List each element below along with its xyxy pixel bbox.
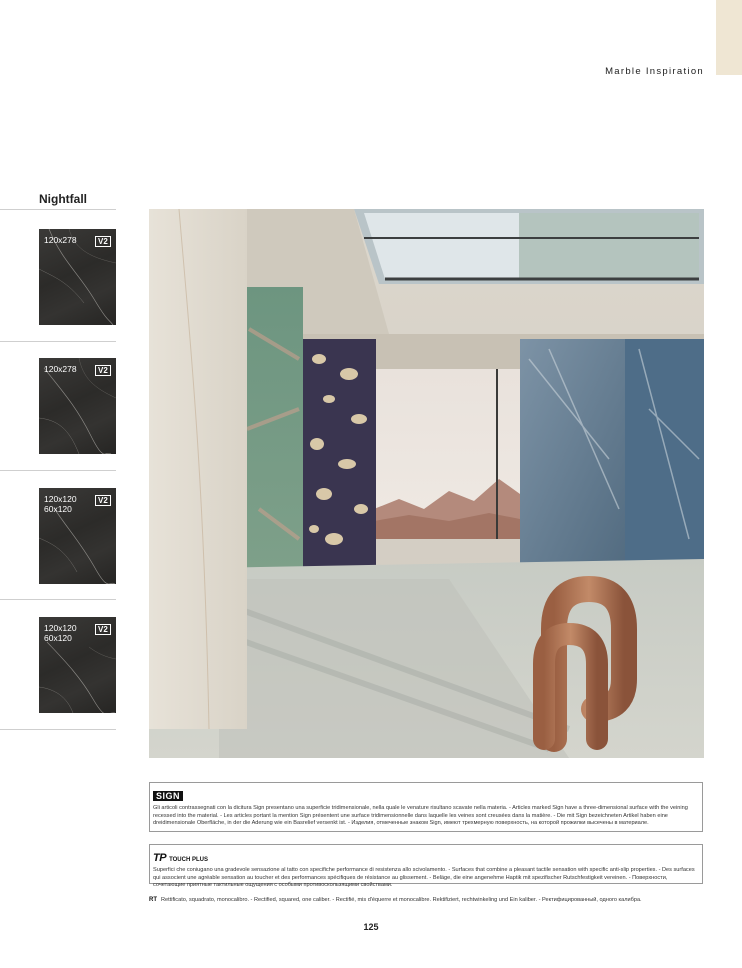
corner-tab [716,0,742,75]
touch-plus-label: TOUCH PLUS [169,857,208,863]
variation-badge: V2 [95,624,111,635]
interior-photo [149,209,704,758]
rt-description: Rettificato, squadrato, monocalibro. - Rectified, squared, one caliber. - Rectifié, mis d'équerre et monocalibre. Rektifiziert, rechtwinkeling und Ein kaliber. - Ректифицированный, одного калибра. [161,897,642,903]
tile-size-label: 120x120 60x120 [44,494,77,514]
rectified-note [149,897,709,903]
touch-plus-info-box [149,844,703,889]
divider [0,209,116,210]
page-number: 125 [363,922,379,932]
tile-swatch [39,229,116,325]
product-name: Nightfall [39,192,87,206]
sign-description: Gli articoli contrassegnati con la dicitura Sign presentano una superficie tridimensionale, nella quale le venature risultano scavate nella materia. - Articles marked Sign have a three-dimensional surface with the veining recessed into the material. - Les articles portant la mention Sign présentent une surface tridimensionnelle dans laquelle les veines sont creusées dans la matière. - Die mit Sign bezeichneten Artikel haben eine dreidimensionale Oberfläche, in der die Aderung wie ein Basrelief versenkt ist. - Изделия, отмеченные знаком Sign, имеют трехмерную поверхность, на которой прожилки высечены в материале. [153,805,688,827]
variation-badge: V2 [95,365,111,376]
tile-size-label: 120x278 [44,235,77,245]
touch-plus-logo: TP [153,852,167,864]
page-header-title: Marble Inspiration [605,66,704,77]
tile-swatch [39,617,116,713]
tile-size-label: 120x120 60x120 [44,623,77,643]
tile-swatch [39,358,116,454]
variation-badge: V2 [95,236,111,247]
rt-code: RT [149,897,157,903]
divider [0,470,116,471]
sign-info-box [149,782,703,832]
tile-swatch [39,488,116,584]
divider [0,599,116,600]
divider [0,341,116,342]
variation-badge: V2 [95,495,111,506]
divider [0,729,116,730]
tile-size-label: 120x278 [44,364,77,374]
touch-plus-description: Superfici che coniugano una gradevole sensazione al tatto con specifiche performance di resistenza allo scivolamento. - Surfaces that combine a pleasant tactile sensation with specific anti-slip properties. - Des surfaces qui associent une agréable sensation au toucher et des performances spécifiques de résistance au glissement. - Beläge, die eine angenehme Haptik mit spezifischer Rutschfestigkeit vereinen. - Поверхности, сочетающие приятные тактильные ощущения с особыми противоскользящими свойствами. [153,867,695,889]
sign-logo: SIGN [153,791,183,801]
